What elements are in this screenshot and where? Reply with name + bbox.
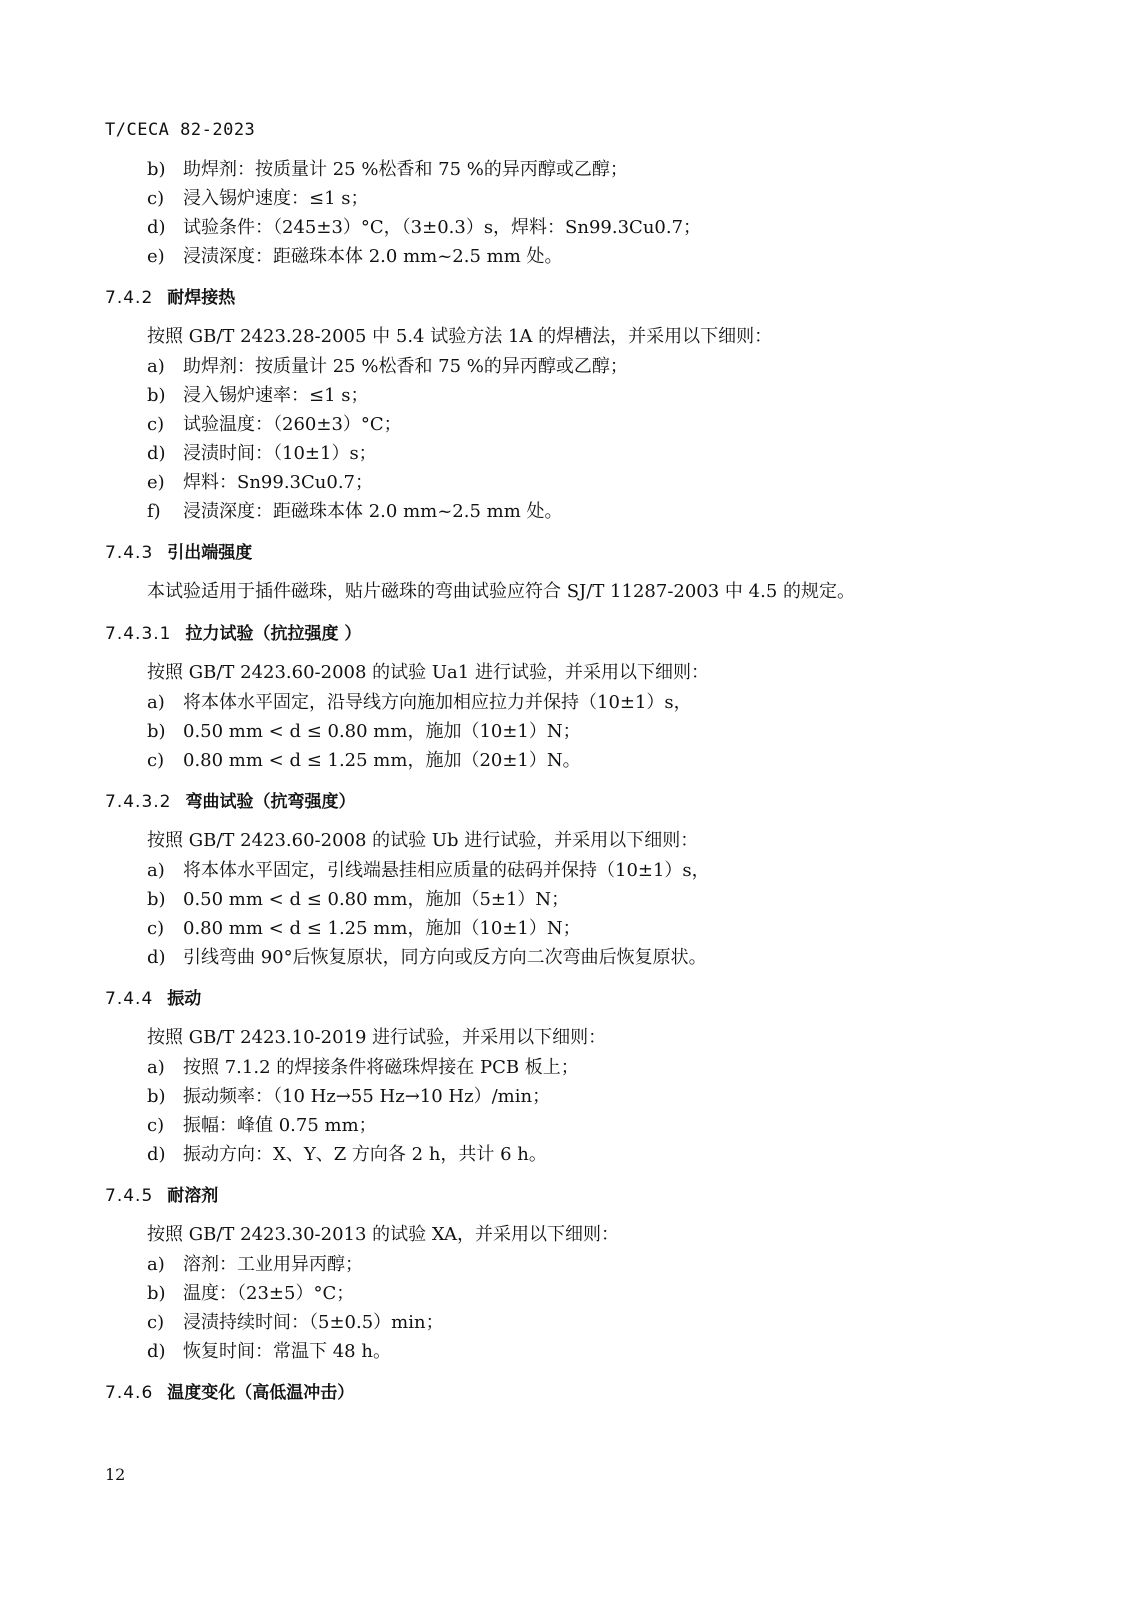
list-item bbox=[105, 1082, 1025, 1111]
list-item-text: 浸渍时间：（10±1）s； bbox=[183, 443, 377, 464]
list-item bbox=[105, 856, 1025, 885]
section-number: 7.4.6 bbox=[105, 1383, 154, 1403]
section bbox=[105, 284, 1025, 526]
list-item bbox=[105, 1140, 1025, 1169]
section bbox=[105, 985, 1025, 1169]
list-item-text: 浸入锡炉速度：≤1 s； bbox=[183, 188, 369, 209]
section bbox=[105, 1182, 1025, 1366]
section-heading bbox=[105, 788, 1025, 817]
list-item-text: 按照 7.1.2 的焊接条件将磁珠焊接在 PCB 板上； bbox=[183, 1057, 579, 1078]
list-item-text: 恢复时间：常温下 48 h。 bbox=[183, 1341, 391, 1362]
list-item-text: 0.80 mm < d ≤ 1.25 mm，施加（20±1）N。 bbox=[183, 750, 581, 771]
section-paragraph: 按照 GB/T 2423.60-2008 的试验 Ua1 进行试验，并采用以下细则： bbox=[147, 662, 709, 683]
list-item bbox=[105, 1279, 1025, 1308]
list-item bbox=[105, 1111, 1025, 1140]
section-title: 弯曲试验（抗弯强度） bbox=[185, 792, 356, 812]
list-item bbox=[105, 688, 1025, 717]
list-item bbox=[105, 885, 1025, 914]
list-item-text: 试验条件：（245±3）°C，（3±0.3）s，焊料：Sn99.3Cu0.7； bbox=[183, 217, 702, 238]
section bbox=[105, 539, 1025, 607]
section-paragraph: 本试验适用于插件磁珠，贴片磁珠的弯曲试验应符合 SJ/T 11287-2003 中 4.5 的规定。 bbox=[147, 581, 855, 602]
section-number: 7.4.5 bbox=[105, 1186, 154, 1206]
list-item bbox=[105, 352, 1025, 381]
list-item-text: 试验温度：（260±3）°C； bbox=[183, 414, 402, 435]
section bbox=[105, 620, 1025, 775]
list-item bbox=[105, 381, 1025, 410]
page-number: 12 bbox=[105, 1465, 126, 1484]
list-item-marker: b) bbox=[147, 889, 166, 910]
list-item bbox=[105, 1337, 1025, 1366]
list-item-marker: b) bbox=[147, 1283, 166, 1304]
list-item-text: 助焊剂：按质量计 25 %松香和 75 %的异丙醇或乙醇； bbox=[183, 356, 628, 377]
list-item bbox=[105, 943, 1025, 972]
list-item-text: 0.50 mm < d ≤ 0.80 mm，施加（5±1）N； bbox=[183, 889, 570, 910]
document-id-header: T/CECA 82-2023 bbox=[105, 120, 256, 140]
list-item-marker: d) bbox=[147, 217, 166, 238]
list-item-marker: c) bbox=[147, 414, 165, 435]
list-item-marker: c) bbox=[147, 750, 165, 771]
list-item bbox=[105, 468, 1025, 497]
section-title: 耐焊接热 bbox=[167, 288, 236, 308]
section-title: 温度变化（高低温冲击） bbox=[167, 1383, 355, 1403]
section-paragraph: 按照 GB/T 2423.30-2013 的试验 XA，并采用以下细则： bbox=[147, 1224, 620, 1245]
list-item bbox=[105, 155, 1025, 184]
section-title: 耐溶剂 bbox=[167, 1186, 219, 1206]
list-item bbox=[105, 1308, 1025, 1337]
list-item-marker: a) bbox=[147, 356, 165, 377]
intro-list bbox=[105, 155, 1025, 271]
list-item-text: 温度：（23±5）°C； bbox=[183, 1283, 355, 1304]
list-item-text: 浸渍深度：距磁珠本体 2.0 mm~2.5 mm 处。 bbox=[183, 501, 563, 522]
list-item-marker: e) bbox=[147, 472, 165, 493]
list-item-text: 将本体水平固定，引线端悬挂相应质量的砝码并保持（10±1）s， bbox=[183, 860, 710, 881]
list-item-marker: f) bbox=[147, 501, 161, 522]
list-item bbox=[105, 184, 1025, 213]
list-item-text: 浸渍持续时间：（5±0.5）min； bbox=[183, 1312, 444, 1333]
section-heading bbox=[105, 1182, 1025, 1211]
list-item-text: 将本体水平固定，沿导线方向施加相应拉力并保持（10±1）s， bbox=[183, 692, 692, 713]
list-item-marker: a) bbox=[147, 692, 165, 713]
section-title: 振动 bbox=[167, 989, 202, 1009]
list-item-marker: a) bbox=[147, 860, 165, 881]
section bbox=[105, 788, 1025, 972]
page-content bbox=[105, 155, 1025, 1416]
section-heading bbox=[105, 284, 1025, 313]
section-number: 7.4.3.1 bbox=[105, 624, 172, 644]
list-item-marker: d) bbox=[147, 443, 166, 464]
list-item-text: 引线弯曲 90°后恢复原状，同方向或反方向二次弯曲后恢复原状。 bbox=[183, 947, 707, 968]
list-item bbox=[105, 914, 1025, 943]
list-item-marker: a) bbox=[147, 1254, 165, 1275]
list-item bbox=[105, 439, 1025, 468]
sections bbox=[105, 284, 1025, 1408]
list-item-text: 振动方向：X、Y、Z 方向各 2 h，共计 6 h。 bbox=[183, 1144, 547, 1165]
section-number: 7.4.2 bbox=[105, 288, 154, 308]
list-item-marker: e) bbox=[147, 246, 165, 267]
list-item-text: 振动频率：（10 Hz→55 Hz→10 Hz）/min； bbox=[183, 1086, 551, 1107]
section-paragraph: 按照 GB/T 2423.28-2005 中 5.4 试验方法 1A 的焊槽法，并采用以下细则： bbox=[147, 326, 773, 347]
list-item-text: 浸入锡炉速率：≤1 s； bbox=[183, 385, 369, 406]
list-item bbox=[105, 746, 1025, 775]
list-item bbox=[105, 242, 1025, 271]
section-paragraph: 按照 GB/T 2423.60-2008 的试验 Ub 进行试验，并采用以下细则： bbox=[147, 830, 699, 851]
list-item bbox=[105, 1250, 1025, 1279]
list-item-marker: b) bbox=[147, 385, 166, 406]
section-number: 7.4.3 bbox=[105, 543, 154, 563]
section-heading bbox=[105, 620, 1025, 649]
section bbox=[105, 1379, 1025, 1408]
list-item-text: 0.80 mm < d ≤ 1.25 mm，施加（10±1）N； bbox=[183, 918, 581, 939]
list-item bbox=[105, 717, 1025, 746]
list-item-marker: a) bbox=[147, 1057, 165, 1078]
section-paragraph: 按照 GB/T 2423.10-2019 进行试验，并采用以下细则： bbox=[147, 1027, 607, 1048]
list-item-text: 焊料：Sn99.3Cu0.7； bbox=[183, 472, 373, 493]
list-item-marker: c) bbox=[147, 918, 165, 939]
list-item-marker: c) bbox=[147, 188, 165, 209]
list-item-text: 浸渍深度：距磁珠本体 2.0 mm~2.5 mm 处。 bbox=[183, 246, 563, 267]
section-title: 引出端强度 bbox=[167, 543, 253, 563]
section-number: 7.4.4 bbox=[105, 989, 154, 1009]
list-item-text: 0.50 mm < d ≤ 0.80 mm，施加（10±1）N； bbox=[183, 721, 581, 742]
list-item bbox=[105, 213, 1025, 242]
list-item-marker: d) bbox=[147, 947, 166, 968]
list-item-marker: b) bbox=[147, 1086, 166, 1107]
list-item-marker: b) bbox=[147, 721, 166, 742]
list-item-text: 振幅：峰值 0.75 mm； bbox=[183, 1115, 377, 1136]
list-item-text: 助焊剂：按质量计 25 %松香和 75 %的异丙醇或乙醇； bbox=[183, 159, 628, 180]
section-heading bbox=[105, 539, 1025, 568]
section-number: 7.4.3.2 bbox=[105, 792, 172, 812]
list-item bbox=[105, 410, 1025, 439]
section-heading bbox=[105, 1379, 1025, 1408]
list-item-marker: c) bbox=[147, 1115, 165, 1136]
list-item-marker: d) bbox=[147, 1144, 166, 1165]
list-item-marker: c) bbox=[147, 1312, 165, 1333]
list-item-text: 溶剂：工业用异丙醇； bbox=[183, 1254, 363, 1275]
list-item-marker: d) bbox=[147, 1341, 166, 1362]
section-heading bbox=[105, 985, 1025, 1014]
list-item bbox=[105, 1053, 1025, 1082]
section-title: 拉力试验（抗拉强度 ） bbox=[185, 624, 362, 644]
list-item-marker: b) bbox=[147, 159, 166, 180]
list-item bbox=[105, 497, 1025, 526]
